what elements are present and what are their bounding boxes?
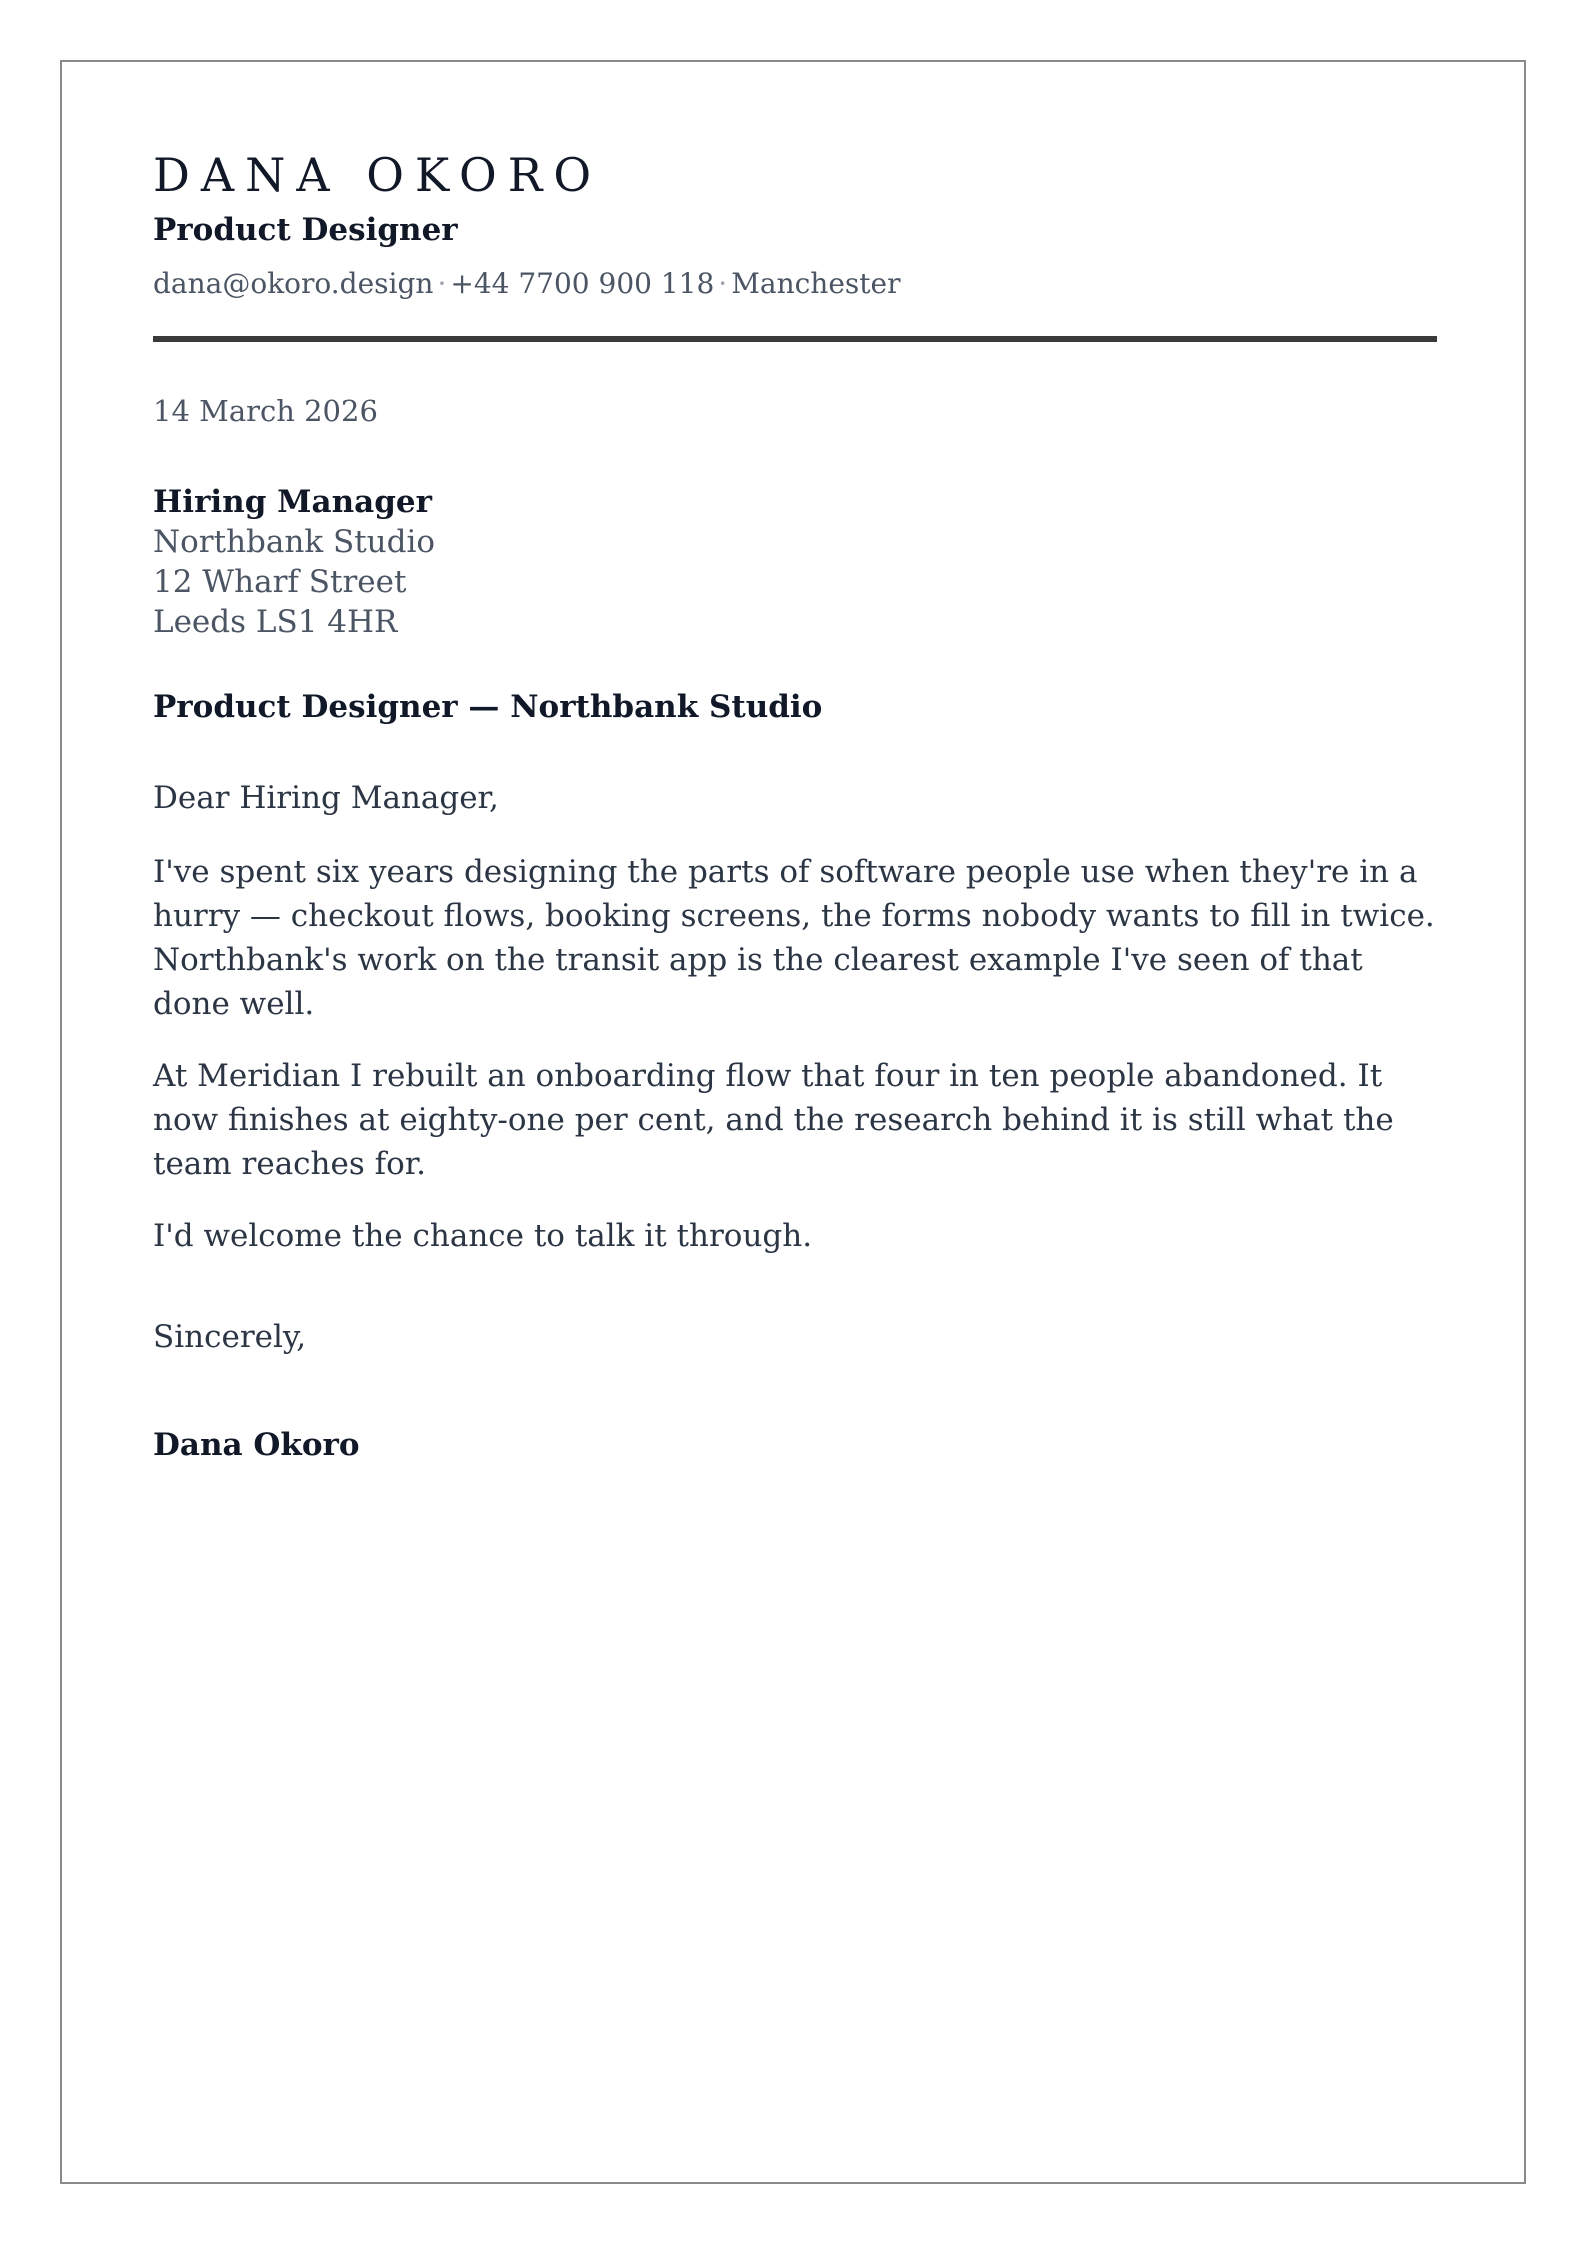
body-paragraph: I've spent six years designing the parts of software people use when they're in a hurry — checkout flows, booking screens, the forms nobody wants to fill in twice. Northbank's work on the transit app is the clearest example I've seen of that done well. bbox=[153, 854, 1435, 1022]
letter-closing: Sincerely, bbox=[153, 1319, 307, 1355]
contact-location: Manchester bbox=[731, 267, 901, 300]
contact-separator: · bbox=[718, 267, 728, 300]
contact-phone: +44 7700 900 118 bbox=[450, 267, 715, 300]
recipient-name: Hiring Manager bbox=[153, 484, 432, 520]
body-paragraph: I'd welcome the chance to talk it through. bbox=[153, 1218, 813, 1254]
letter-greeting: Dear Hiring Manager, bbox=[153, 780, 499, 816]
sender-name: DANA OKORO bbox=[153, 148, 603, 202]
letter-page bbox=[60, 60, 1526, 2184]
letter-date: 14 March 2026 bbox=[153, 394, 378, 428]
body-paragraph: At Meridian I rebuilt an onboarding flow that four in ten people abandoned. It now finishes at eighty-one per cent, and the research behind it is still what the team reaches for. bbox=[153, 1058, 1394, 1182]
letter-signature: Dana Okoro bbox=[153, 1427, 360, 1463]
recipient-street: 12 Wharf Street bbox=[153, 564, 407, 600]
letter-body bbox=[153, 776, 1437, 1286]
contact-line bbox=[153, 267, 901, 300]
recipient-city: Leeds LS1 4HR bbox=[153, 604, 398, 640]
header-divider bbox=[153, 336, 1437, 342]
contact-separator: · bbox=[437, 267, 447, 300]
recipient-address bbox=[153, 482, 435, 642]
contact-email: dana@okoro.design bbox=[153, 267, 434, 300]
recipient-company: Northbank Studio bbox=[153, 524, 436, 560]
sender-role: Product Designer bbox=[153, 212, 458, 248]
letter-subject: Product Designer — Northbank Studio bbox=[153, 689, 823, 725]
